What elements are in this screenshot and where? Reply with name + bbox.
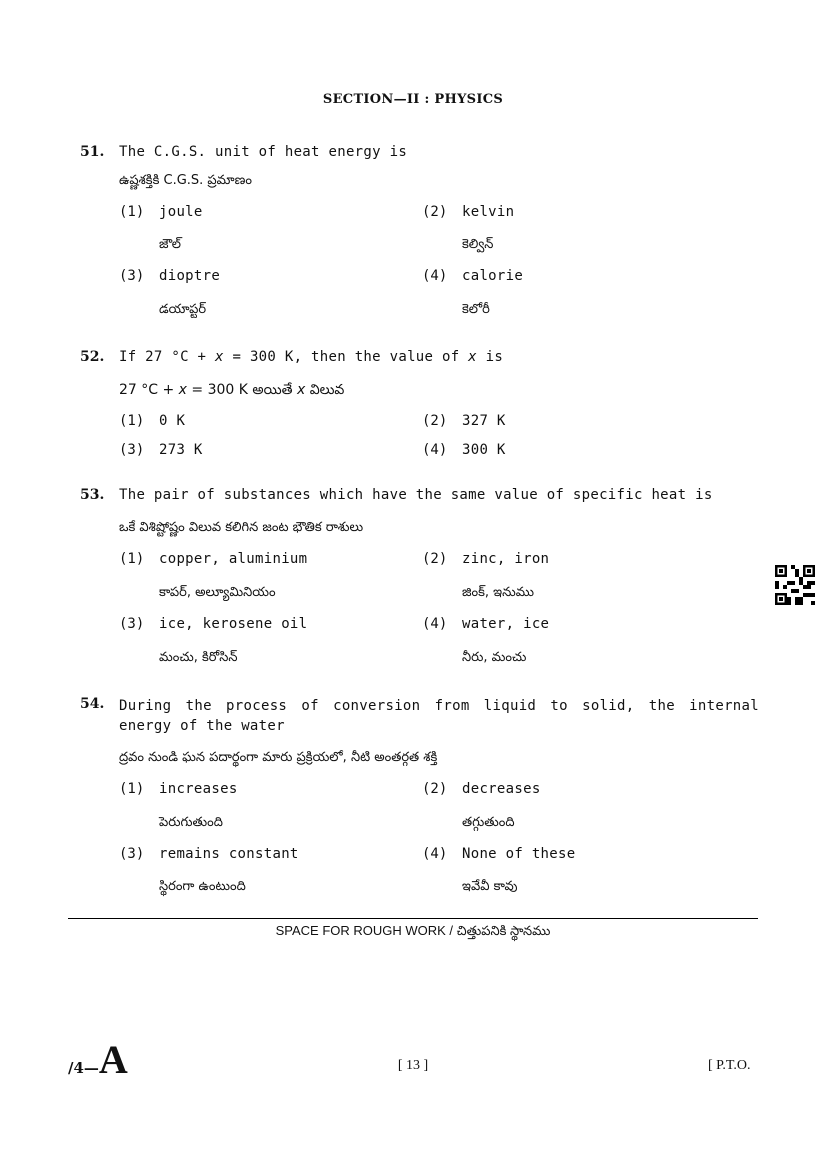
option-text-en: 0 K [159,413,186,429]
option-number: (1) [119,551,145,567]
booklet-code-letter: A [98,1037,128,1082]
option-text-te: కాపర్, అల్యూమినియం [159,585,276,600]
option-text-te: తగ్గుతుంది [462,815,515,830]
option-text-en: kelvin [462,204,515,220]
option-number: (2) [422,413,448,429]
question-text-te [119,382,344,401]
option-number: (3) [119,846,145,862]
variable-x: x [215,349,224,365]
option-text-en: ice, kerosene oil [159,616,308,632]
section-title: SECTION—II : PHYSICS [322,92,504,107]
option-number: (4) [422,616,448,632]
option-text-en: 300 K [462,442,506,458]
question-number: 51. [80,144,105,160]
option-number: (4) [422,846,448,862]
variable-x: x [468,349,477,365]
text-part: is [476,349,504,365]
text-part: 27 °C + [119,382,179,398]
page-number: [ 13 ] [397,1058,429,1073]
text-part: = 300 K అయితే [186,382,297,398]
pto-label: [ P.T.O. [708,1058,751,1073]
question-text-en: During the process of conversion from liquid to solid, the internal energy of the water [119,698,759,734]
option-text-en: None of these [462,846,576,862]
question-number: 54. [80,696,105,712]
question-text-te: ద్రవం నుండి ఘన పదార్థంగా మారు ప్రక్రియలో, నీటి అంతర్గత శక్తి [119,750,438,765]
option-text-en: 273 K [159,442,203,458]
option-number: (2) [422,204,448,220]
rough-work-label: SPACE FOR ROUGH WORK / చిత్తుపనికి స్థానము [275,923,551,938]
text-part: = 300 K, then the value of [223,349,469,365]
option-number: (2) [422,781,448,797]
option-number: (4) [422,268,448,284]
option-text-te: జింక్, ఇనుము [462,585,534,600]
option-text-te: డయాప్టర్ [159,302,207,317]
question-text-te: ఉష్ణశక్తికి C.G.S. ప్రమాణం [119,173,252,188]
option-number: (1) [119,204,145,220]
option-text-en: calorie [462,268,524,284]
text-part: విలువ [305,382,345,398]
question-text-te: ఒకే విశిష్టోష్ణం విలువ కలిగిన జంట భౌతిక రాశులు [119,520,364,535]
option-text-te: కెల్విన్ [462,237,494,252]
option-text-te: పెరుగుతుంది [159,815,223,830]
question-text-en: The C.G.S. unit of heat energy is [119,144,408,160]
option-text-te: కెలోరీ [462,302,490,317]
variable-x: x [296,382,306,398]
text-part: If 27 °C + [119,349,216,365]
option-text-te: ఇవేవీ కావు [462,879,518,894]
variable-x: x [178,382,187,398]
divider [68,918,758,919]
option-text-te: మంచు, కిరోసిన్ [159,650,238,665]
question-number: 53. [80,487,105,503]
option-text-en: increases [159,781,238,797]
option-text-en: dioptre [159,268,221,284]
option-text-en: copper, aluminium [159,551,308,567]
question-text-en [119,349,503,365]
option-number: (3) [119,442,145,458]
booklet-code-prefix: /4— [68,1059,99,1077]
question-text-en: The pair of substances which have the same value of specific heat is [119,487,713,503]
option-text-te: జౌల్ [159,237,181,252]
qr-code-icon [775,565,815,605]
question-number: 52. [80,349,105,365]
option-text-en: water, ice [462,616,550,632]
option-number: (1) [119,781,145,797]
option-number: (2) [422,551,448,567]
option-text-te: నీరు, మంచు [462,650,527,665]
option-number: (1) [119,413,145,429]
option-text-en: decreases [462,781,541,797]
option-number: (4) [422,442,448,458]
option-text-en: 327 K [462,413,506,429]
option-number: (3) [119,268,145,284]
option-number: (3) [119,616,145,632]
option-text-en: remains constant [159,846,299,862]
option-text-en: zinc, iron [462,551,550,567]
option-text-te: స్థిరంగా ఉంటుంది [159,879,246,894]
option-text-en: joule [159,204,203,220]
